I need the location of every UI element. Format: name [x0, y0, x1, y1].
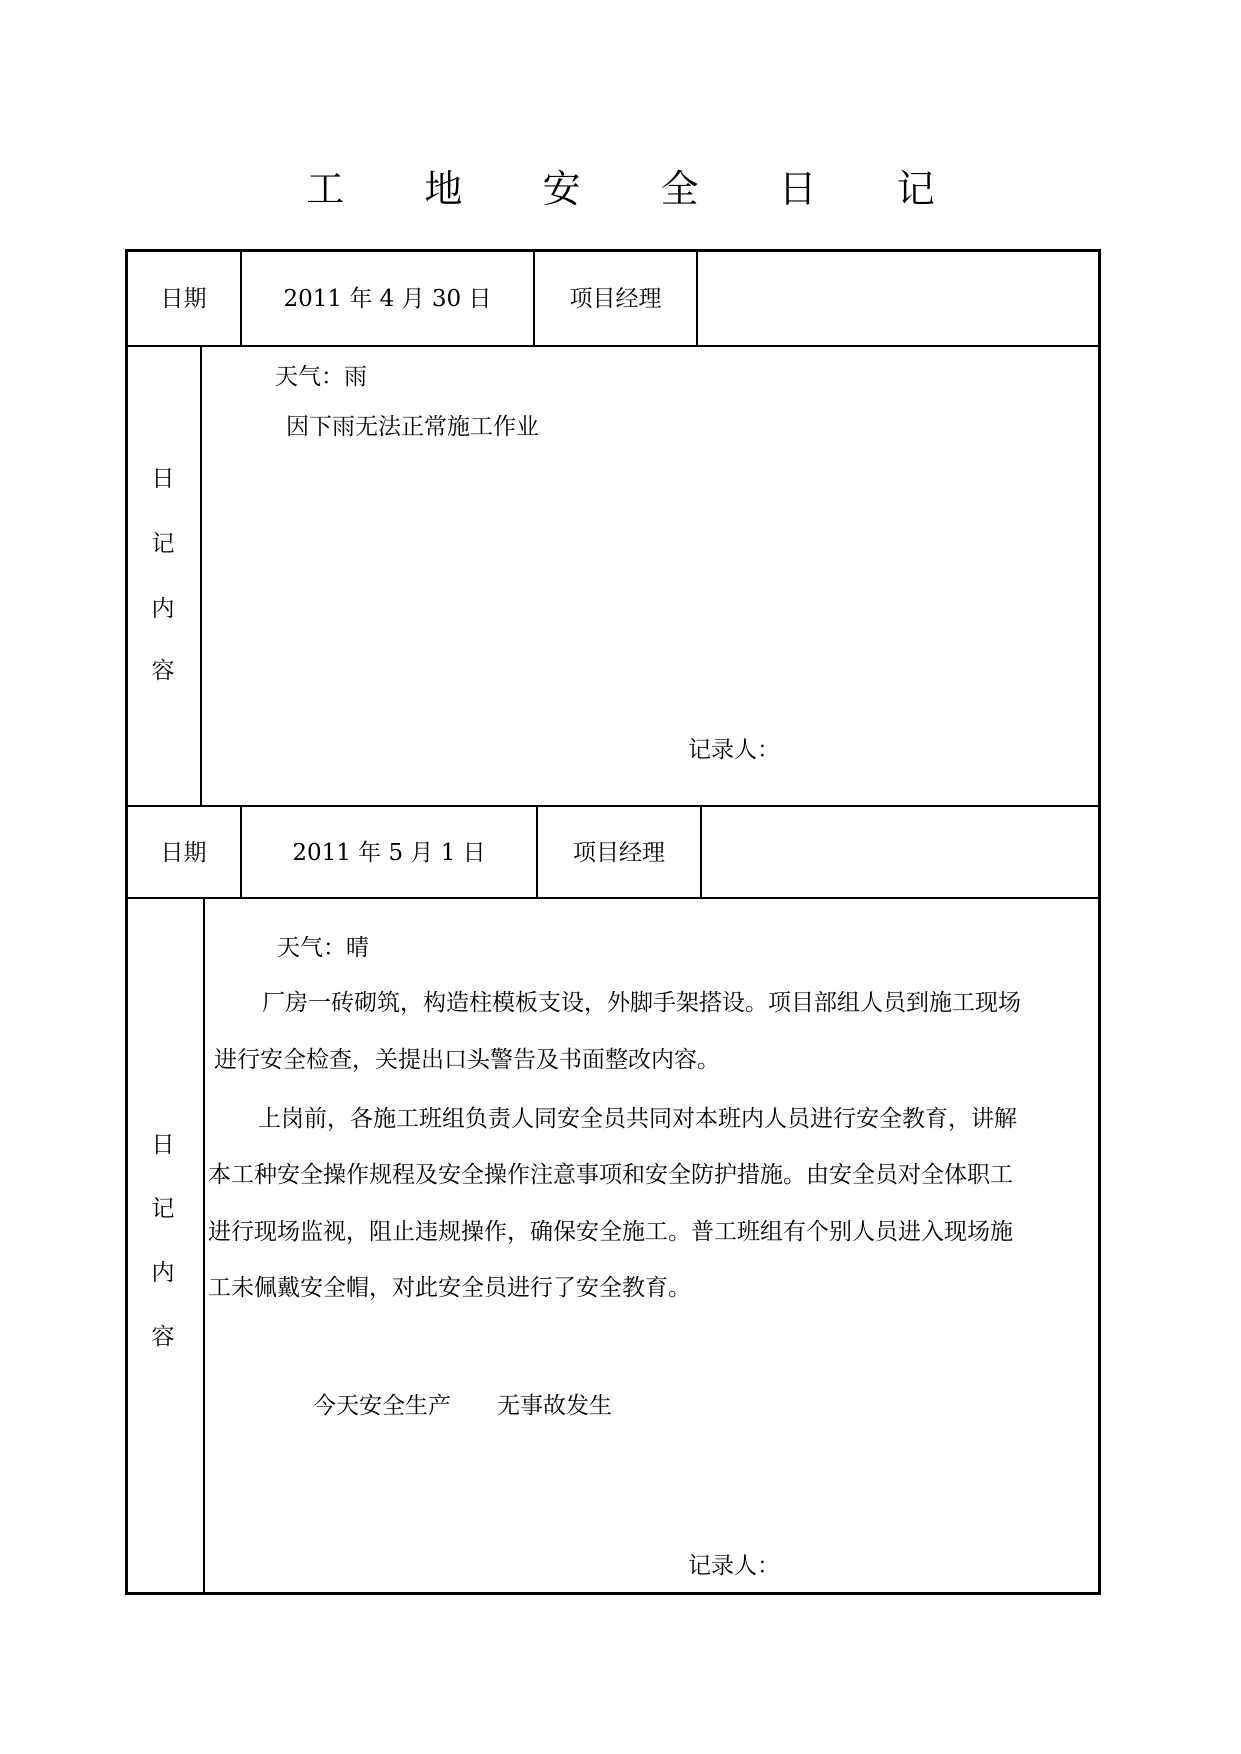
weather: 天气：雨 — [275, 364, 367, 390]
label-char: 日 — [151, 466, 175, 492]
manager-label: 项目经理 — [573, 840, 665, 866]
label-char: 记 — [151, 531, 175, 557]
content-line: 厂房一砖砌筑，构造柱模板支设，外脚手架搭设。项目部组人员到施工现场 — [262, 990, 1021, 1016]
row-divider — [125, 897, 1101, 899]
content-line: 进行安全检查，关提出口头警告及书面整改内容。 — [214, 1047, 720, 1073]
weather: 天气：晴 — [277, 935, 369, 961]
summary: 今天安全生产 无事故发生 — [313, 1393, 612, 1419]
date-label: 日期 — [160, 840, 207, 866]
content-line: 工未佩戴安全帽，对此安全员进行了安全教育。 — [208, 1275, 691, 1301]
content-line: 本工种安全操作规程及安全操作注意事项和安全防护措施。由安全员对全体职工 — [208, 1162, 1013, 1188]
recorder-label: 记录人： — [688, 1553, 780, 1579]
label-char: 容 — [151, 658, 175, 684]
diary-content-label — [125, 897, 201, 1593]
diary-content-label — [125, 345, 201, 805]
col-divider — [203, 897, 205, 1593]
content-line: 进行现场监视，阻止违规操作，确保安全施工。普工班组有个别人员进入现场施 — [208, 1219, 1013, 1245]
manager-label: 项目经理 — [569, 286, 662, 312]
diary-table — [125, 249, 1101, 1595]
row-divider — [125, 345, 1101, 347]
date-value: 2011 年 5 月 1 日 — [292, 840, 486, 866]
label-char: 容 — [151, 1324, 175, 1350]
date-value: 2011 年 4 月 30 日 — [283, 286, 492, 312]
row-divider — [125, 805, 1101, 807]
label-char: 内 — [151, 596, 175, 622]
recorder-label: 记录人： — [688, 737, 780, 763]
col-divider — [696, 249, 698, 346]
content-line: 上岗前，各施工班组负责人同安全员共同对本班内人员进行安全教育，讲解 — [258, 1106, 1017, 1132]
label-char: 记 — [151, 1196, 175, 1222]
label-char: 日 — [151, 1132, 175, 1158]
col-divider — [700, 805, 702, 898]
date-label: 日期 — [160, 286, 207, 312]
content-line: 因下雨无法正常施工作业 — [286, 414, 539, 440]
label-char: 内 — [151, 1260, 175, 1286]
page-title: 工 地 安 全 日 记 — [306, 167, 969, 211]
